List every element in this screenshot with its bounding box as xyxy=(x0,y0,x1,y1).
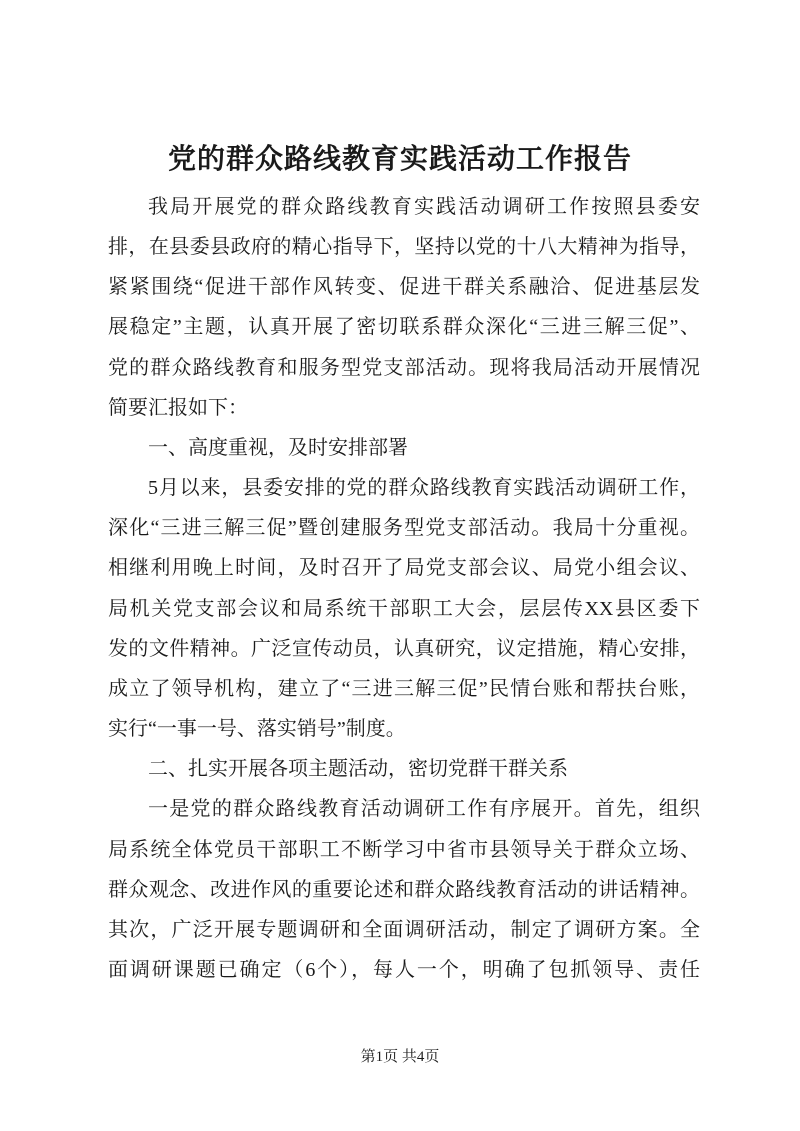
paragraph-line: 群众观念、改进作风的重要论述和群众路线教育活动的讲话精神。 xyxy=(108,878,700,901)
paragraph-line: 党的群众路线教育和服务型党支部活动。现将我局活动开展情况 xyxy=(108,356,700,379)
document-body xyxy=(108,187,700,990)
paragraph-line: 实行“一事一号、落实销号”制度。 xyxy=(108,718,406,741)
paragraph-line: 一是党的群众路线教育活动调研工作有序展开。首先，组织 xyxy=(148,798,700,821)
page-footer: 第1页 共4页 xyxy=(360,1049,440,1065)
section-1-paragraph xyxy=(108,468,700,749)
intro-paragraph xyxy=(108,187,700,428)
paragraph-line: 面调研课题已确定（6个），每人一个，明确了包抓领导、责任 xyxy=(108,958,700,981)
paragraph-line: 简要汇报如下： xyxy=(108,396,248,419)
paragraph-line: 我局开展党的群众路线教育实践活动调研工作按照县委安 xyxy=(148,196,700,218)
paragraph-line: 其次，广泛开展专题调研和全面调研活动，制定了调研方案。全 xyxy=(108,918,700,941)
paragraph-line: 紧紧围绕“促进干部作风转变、促进干群关系融洽、促进基层发 xyxy=(108,276,700,299)
section-heading-2: 二、扎实开展各项主题活动，密切党群干群关系 xyxy=(148,758,568,781)
paragraph-line: 5月以来，县委安排的党的群众路线教育实践活动调研工作， xyxy=(148,477,700,500)
paragraph-line: 成立了领导机构，建立了“三进三解三促”民情台账和帮扶台账， xyxy=(108,677,700,700)
paragraph-line: 相继利用晚上时间，及时召开了局党支部会议、局党小组会议、 xyxy=(108,557,700,580)
paragraph-line: 展稳定”主题，认真开展了密切联系群众深化“三进三解三促”、 xyxy=(108,316,700,339)
paragraph-line: 局机关党支部会议和局系统干部职工大会，层层传XX县区委下 xyxy=(108,597,700,620)
paragraph-line: 局系统全体党员干部职工不断学习中省市县领导关于群众立场、 xyxy=(108,838,700,861)
section-heading-1: 一、高度重视，及时安排部署 xyxy=(148,436,408,459)
paragraph-line: 排，在县委县政府的精心指导下，坚持以党的十八大精神为指导， xyxy=(108,236,700,259)
paragraph-line: 深化“三进三解三促”暨创建服务型党支部活动。我局十分重视。 xyxy=(108,517,700,540)
paragraph-line: 发的文件精神。广泛宣传动员，认真研究，议定措施，精心安排， xyxy=(108,637,700,660)
document-title: 党的群众路线教育实践活动工作报告 xyxy=(167,144,632,175)
section-2-paragraph xyxy=(108,789,700,990)
